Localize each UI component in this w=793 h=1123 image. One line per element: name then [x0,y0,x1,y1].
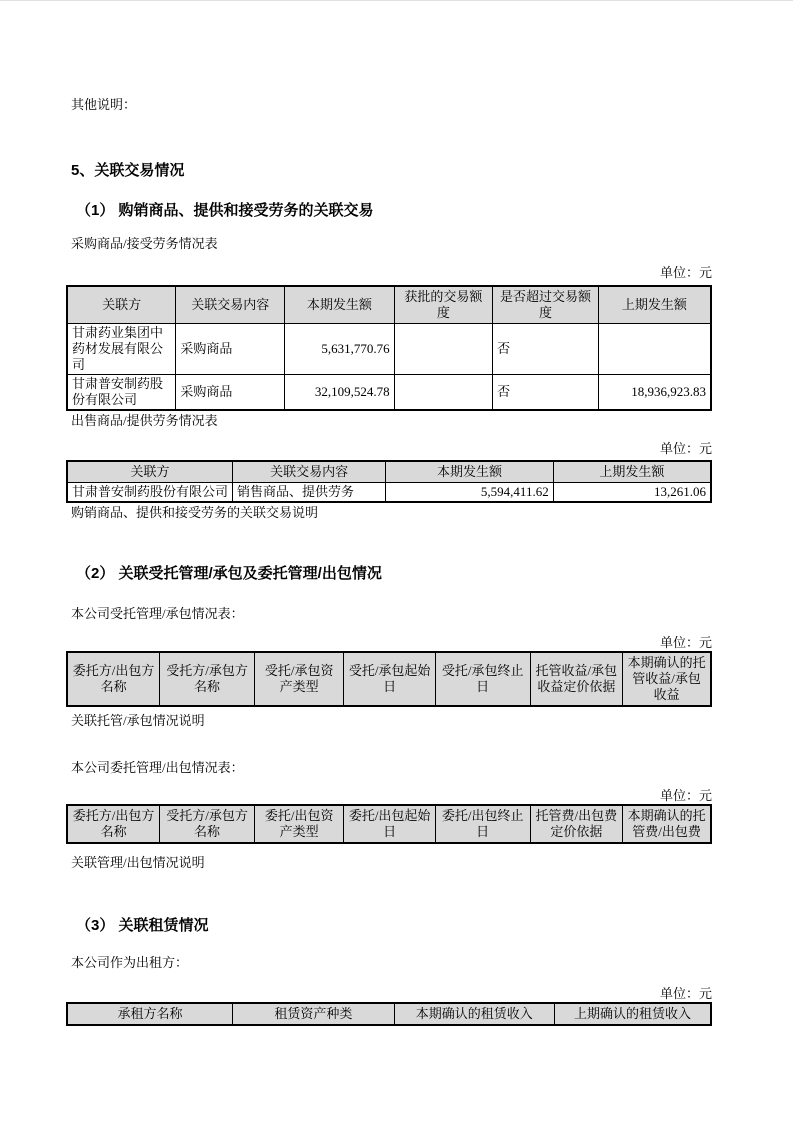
purchase-table [66,285,712,411]
column-header: 关联交易内容 [176,286,285,324]
table-row [67,324,711,375]
column-header: 受托方/承包方名称 [160,652,255,706]
table-cell: 甘肃普安制药股份有限公司 [67,483,233,503]
unit-label: 单位：元 [659,986,712,1001]
column-header: 关联方 [67,286,176,324]
table-cell [598,324,711,375]
other-note-text: 其他说明： [71,97,137,112]
entrusted-note: 关联托管/承包情况说明 [71,713,205,728]
table-header-row [67,461,711,483]
sales-table-title: 出售商品/提供劳务情况表 [71,413,218,428]
section-heading-related-transactions: 5、关联交易情况 [71,162,185,179]
column-header: 承租方名称 [67,1003,233,1025]
column-header: 本期确认的托管收益/承包收益 [623,652,711,706]
leasing-table [66,1002,712,1026]
purchase-sales-note: 购销商品、提供和接受劳务的关联交易说明 [71,505,319,520]
outsourced-table-title: 本公司委托管理/出包情况表： [71,760,244,775]
unit-label: 单位：元 [659,265,712,280]
unit-label: 单位：元 [659,635,712,650]
table-header-row [67,652,711,706]
column-header: 本期发生额 [386,461,553,483]
table-cell: 18,936,923.83 [598,375,711,411]
table-row [67,375,711,411]
column-header: 受托/承包终止日 [435,652,530,706]
outsourced-management-table [66,804,712,844]
column-header: 本期确认的托管费/出包费 [623,805,711,843]
column-header: 租赁资产种类 [233,1003,395,1025]
column-header: 委托/出包起始日 [344,805,435,843]
outsourced-note: 关联管理/出包情况说明 [71,855,205,870]
subsection-heading-entrusted-management: （2） 关联受托管理/承包及委托管理/出包情况 [76,565,382,582]
unit-label: 单位：元 [659,788,712,803]
column-header: 是否超过交易额度 [493,286,599,324]
column-header: 受托/承包起始日 [344,652,435,706]
column-header: 受托方/承包方名称 [160,805,255,843]
table-header-row [67,805,711,843]
table-cell: 5,594,411.62 [386,483,553,503]
subsection-heading-leasing: （3） 关联租赁情况 [76,917,209,934]
table-cell: 5,631,770.76 [285,324,394,375]
table-cell: 否 [493,324,599,375]
column-header: 上期发生额 [553,461,711,483]
subsection-heading-purchase-sales: （1） 购销商品、提供和接受劳务的关联交易 [76,202,374,219]
entrusted-table-title: 本公司受托管理/承包情况表： [71,606,244,621]
column-header: 委托/出包资产类型 [254,805,344,843]
column-header: 托管收益/承包收益定价依据 [530,652,623,706]
column-header: 本期发生额 [285,286,394,324]
table-cell: 采购商品 [176,375,285,411]
column-header: 获批的交易额度 [394,286,493,324]
table-cell: 13,261.06 [553,483,711,503]
sales-table [66,460,712,503]
column-header: 上期发生额 [598,286,711,324]
table-cell: 32,109,524.78 [285,375,394,411]
column-header: 受托/承包资产类型 [254,652,344,706]
table-cell: 销售商品、提供劳务 [233,483,386,503]
column-header: 托管费/出包费定价依据 [530,805,623,843]
purchase-table-title: 采购商品/接受劳务情况表 [71,236,218,251]
lessor-label: 本公司作为出租方： [71,955,189,970]
column-header: 关联交易内容 [233,461,386,483]
table-cell [394,324,493,375]
table-header-row [67,1003,711,1025]
table-cell: 否 [493,375,599,411]
unit-label: 单位：元 [659,441,712,456]
column-header: 委托方/出包方名称 [67,805,160,843]
table-cell: 甘肃普安制药股份有限公司 [67,375,176,411]
column-header: 本期确认的租赁收入 [394,1003,554,1025]
table-row [67,483,711,503]
entrusted-management-table [66,651,712,707]
column-header: 委托方/出包方名称 [67,652,160,706]
table-cell: 采购商品 [176,324,285,375]
column-header: 委托/出包终止日 [435,805,530,843]
column-header: 关联方 [67,461,233,483]
column-header: 上期确认的租赁收入 [554,1003,711,1025]
table-header-row [67,286,711,324]
table-cell: 甘肃药业集团中药材发展有限公司 [67,324,176,375]
table-cell [394,375,493,411]
